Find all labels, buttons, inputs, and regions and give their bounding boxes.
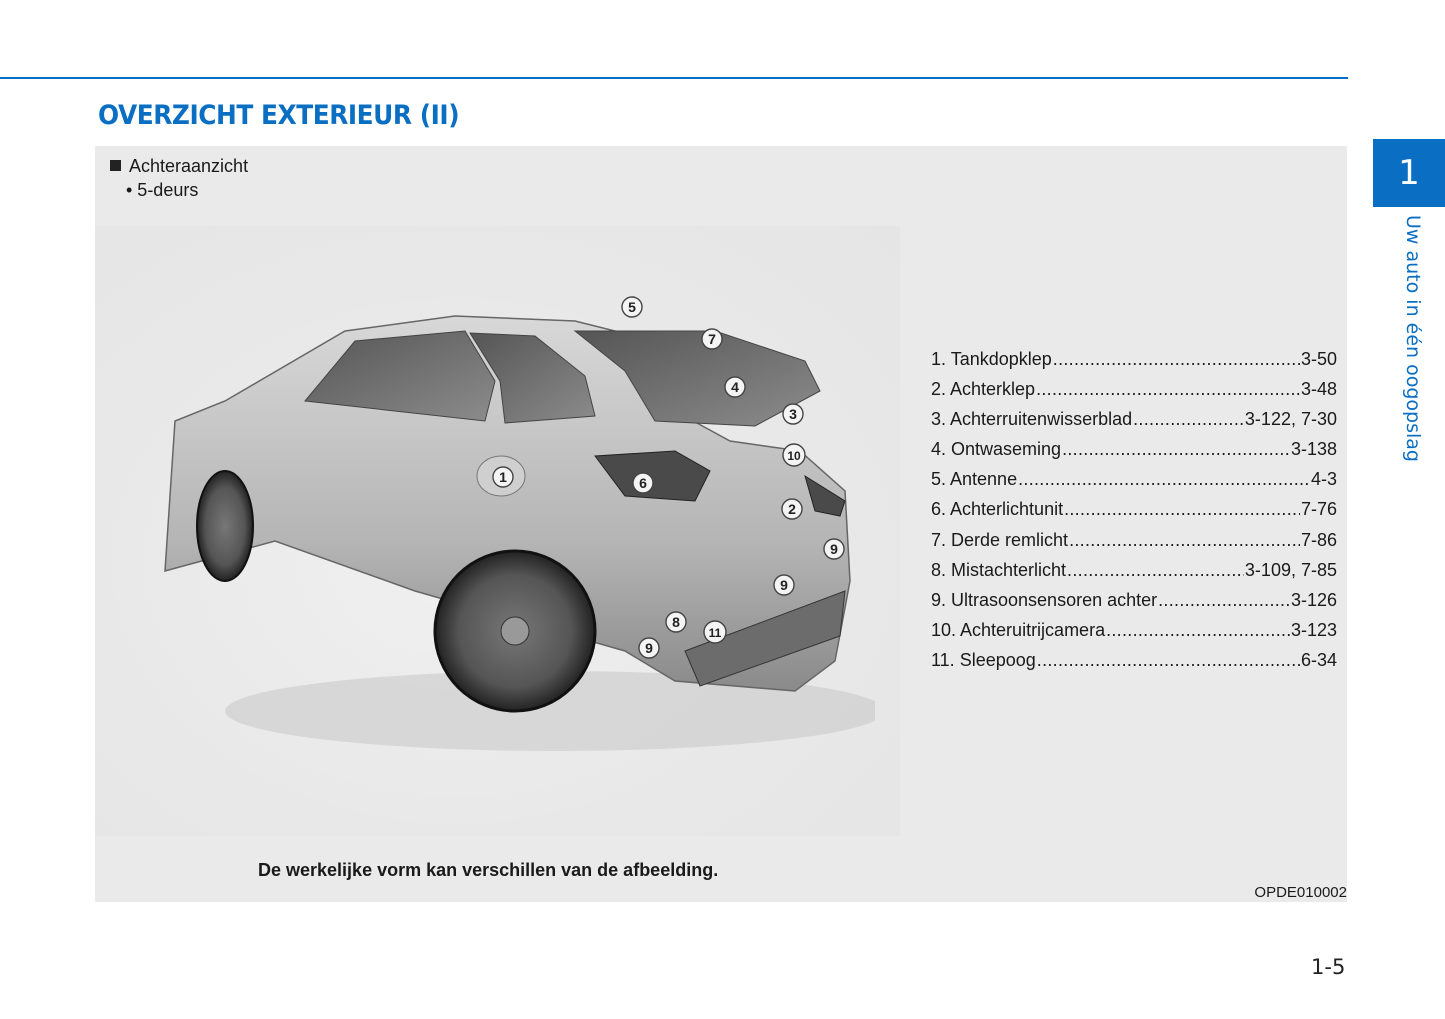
view-heading-label: Achteraanzicht	[129, 156, 249, 176]
list-item: 5. Antenne ..... 4-3	[931, 469, 1337, 499]
callout-7[interactable]	[702, 329, 722, 349]
callout-6[interactable]	[633, 473, 653, 493]
callout-10-label: 10	[787, 449, 801, 463]
callout-3-label: 3	[789, 406, 797, 422]
list-item: 11. Sleepoog ..... 6-34	[931, 650, 1337, 680]
callout-9a-label: 9	[830, 541, 838, 557]
list-item: 3. Achterruitenwisserblad ..... 3-122, 7-30	[931, 409, 1337, 439]
callout-1-label: 1	[499, 469, 507, 485]
callout-9a[interactable]	[824, 539, 844, 559]
callout-4[interactable]	[725, 377, 745, 397]
parts-list	[931, 349, 1337, 680]
callout-1[interactable]	[493, 467, 513, 487]
callout-8-label: 8	[672, 614, 680, 630]
car-rear-illustration	[155, 291, 875, 761]
list-item: 7. Derde remlicht ..... 7-86	[931, 530, 1337, 560]
callout-5[interactable]	[622, 297, 642, 317]
list-item: 8. Mistachterlicht ..... 3-109, 7-85	[931, 560, 1337, 590]
callout-2[interactable]	[782, 499, 802, 519]
callout-11[interactable]	[704, 621, 726, 643]
callout-6-label: 6	[639, 475, 647, 491]
list-item: 10. Achteruitrijcamera ..... 3-123	[931, 620, 1337, 650]
page-title: OVERZICHT EXTERIEUR (II)	[98, 100, 460, 131]
list-item: 2. Achterklep ..... 3-48	[931, 379, 1337, 409]
square-bullet-icon	[110, 160, 121, 171]
callout-9b[interactable]	[774, 575, 794, 595]
front-wheel	[197, 471, 253, 581]
callout-9b-label: 9	[780, 577, 788, 593]
list-item: 9. Ultrasoonsensoren achter ..... 3-126	[931, 590, 1337, 620]
header-rule	[0, 77, 1348, 79]
callout-5-label: 5	[628, 299, 636, 315]
callout-7-label: 7	[708, 331, 716, 347]
figure-panel	[95, 146, 1347, 902]
list-item: 1. Tankdopklep ..... 3-50	[931, 349, 1337, 379]
callout-9c-label: 9	[645, 640, 653, 656]
callout-8[interactable]	[666, 612, 686, 632]
callout-11-label: 11	[708, 626, 722, 640]
chapter-title: Uw auto in één oogopslag	[1402, 215, 1424, 462]
view-subheading: • 5-deurs	[126, 180, 199, 200]
figure-code: OPDE010002	[1254, 884, 1347, 901]
rear-wheel-hub	[501, 617, 529, 645]
callout-4-label: 4	[731, 379, 739, 395]
callout-2-label: 2	[788, 501, 796, 517]
page-number: 1-5	[1311, 955, 1346, 979]
list-item: 6. Achterlichtunit ..... 7-76	[931, 499, 1337, 529]
callout-3[interactable]	[783, 404, 803, 424]
chapter-tab[interactable]: 1	[1373, 139, 1445, 207]
view-heading	[110, 156, 248, 177]
disclaimer: De werkelijke vorm kan verschillen van de afbeelding.	[258, 860, 719, 880]
callout-10[interactable]	[783, 444, 805, 466]
list-item: 4. Ontwaseming ..... 3-138	[931, 439, 1337, 469]
callout-9c[interactable]	[639, 638, 659, 658]
